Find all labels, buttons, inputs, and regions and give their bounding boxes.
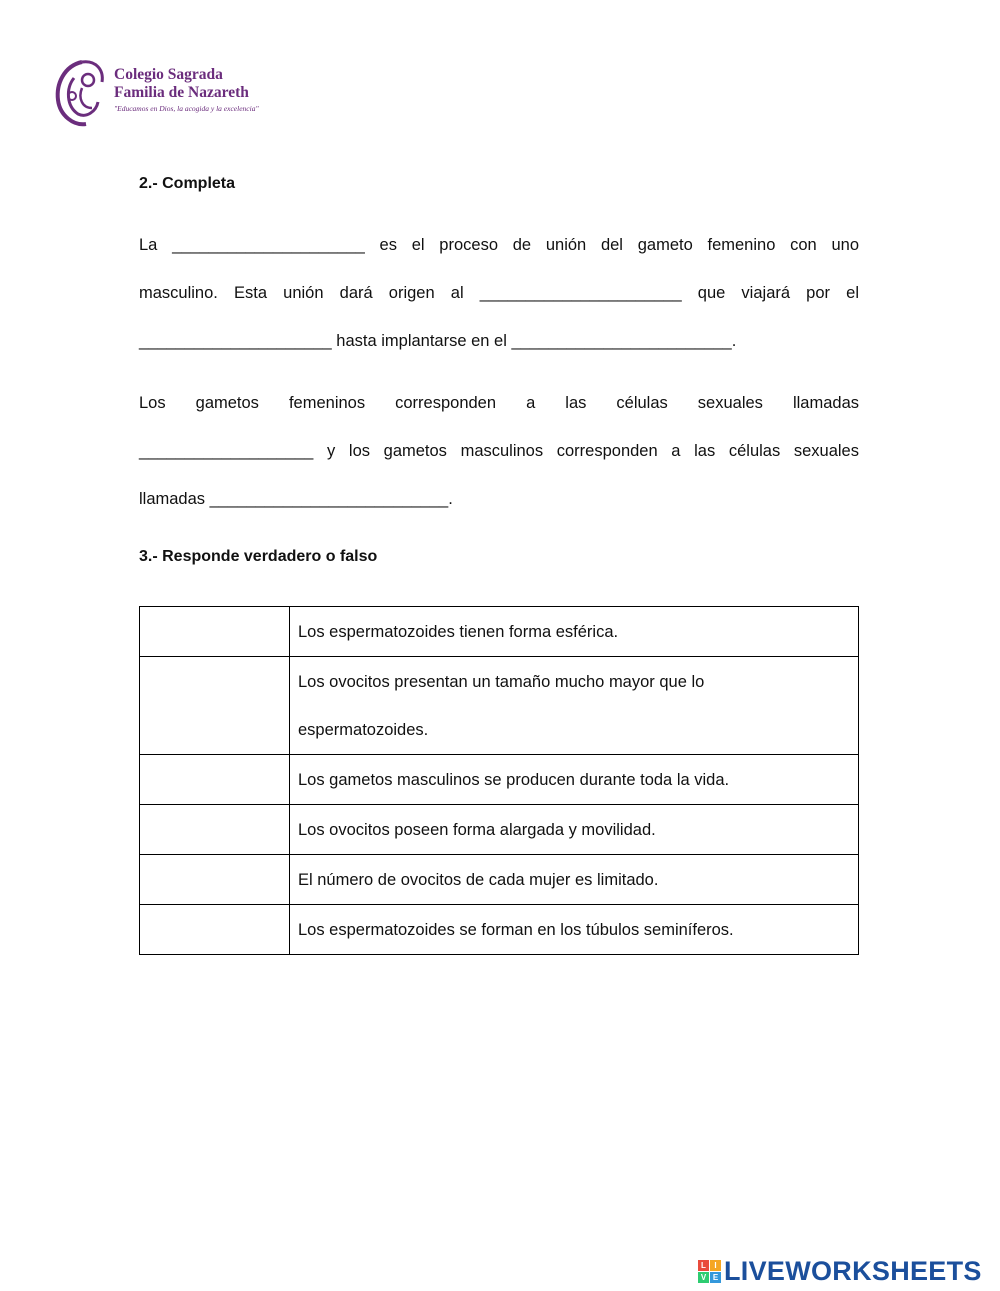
para2-line-1: Los gametos femeninos corresponden a las células sexuales llamadas [139, 394, 859, 412]
logo-block: V [698, 1272, 709, 1283]
para1-line-2: masculino. Esta unión dará origen al ______________________ que viajará por el [139, 284, 859, 302]
statement-line: Los gametos masculinos se producen durante toda la vida. [298, 771, 730, 789]
statement-line: Los espermatozoides tienen forma esférica. [298, 623, 619, 641]
answer-cell[interactable] [140, 905, 290, 955]
answer-cell[interactable] [140, 755, 290, 805]
para2-line-2: ___________________ y los gametos masculinos corresponden a las células sexuales [139, 442, 859, 460]
table-row [140, 607, 859, 657]
liveworksheets-logo-icon [698, 1260, 721, 1283]
section3-title: 3.- Responde verdadero o falso [139, 548, 378, 565]
answer-cell[interactable] [140, 657, 290, 755]
statement-cell [290, 805, 859, 855]
statement-cell [290, 657, 859, 755]
para1-line-3: _____________________ hasta implantarse en el ________________________. [139, 332, 737, 350]
table-row [140, 855, 859, 905]
table-row [140, 755, 859, 805]
table-row [140, 805, 859, 855]
logo-block: I [710, 1260, 721, 1271]
answer-cell[interactable] [140, 855, 290, 905]
section2-title: 2.- Completa [139, 175, 236, 192]
statement-line: Los ovocitos presentan un tamaño mucho mayor que lo [298, 673, 705, 691]
brand-text: LIVEWORKSHEETS [724, 1255, 982, 1286]
statement-line: El número de ovocitos de cada mujer es limitado. [298, 871, 659, 889]
table-row [140, 905, 859, 955]
answer-cell[interactable] [140, 607, 290, 657]
statement-line: Los ovocitos poseen forma alargada y movilidad. [298, 821, 656, 839]
table-row [140, 657, 859, 755]
para1-line-1: La _____________________ es el proceso de unión del gameto femenino con uno [139, 236, 859, 254]
school-name-line1: Colegio Sagrada [114, 66, 223, 83]
statement-cell [290, 755, 859, 805]
logo-block: L [698, 1260, 709, 1271]
answer-cell[interactable] [140, 805, 290, 855]
statement-cell [290, 607, 859, 657]
true-false-table [139, 606, 859, 955]
school-name-line2: Familia de Nazareth [114, 84, 249, 101]
logo-block: E [710, 1272, 721, 1283]
statement-cell [290, 905, 859, 955]
statement-line: espermatozoides. [298, 721, 429, 739]
school-emblem-icon [52, 58, 114, 130]
para2-line-3: llamadas __________________________. [139, 490, 453, 508]
school-logo [52, 58, 282, 138]
section2-paragraph2 [139, 391, 859, 535]
liveworksheets-brand [698, 1256, 982, 1286]
statement-cell [290, 855, 859, 905]
school-motto: "Educamos en Dios, la acogida y la excelencia" [114, 104, 259, 113]
section2-paragraph1 [139, 233, 859, 377]
statement-line: Los espermatozoides se forman en los túbulos seminíferos. [298, 921, 734, 939]
